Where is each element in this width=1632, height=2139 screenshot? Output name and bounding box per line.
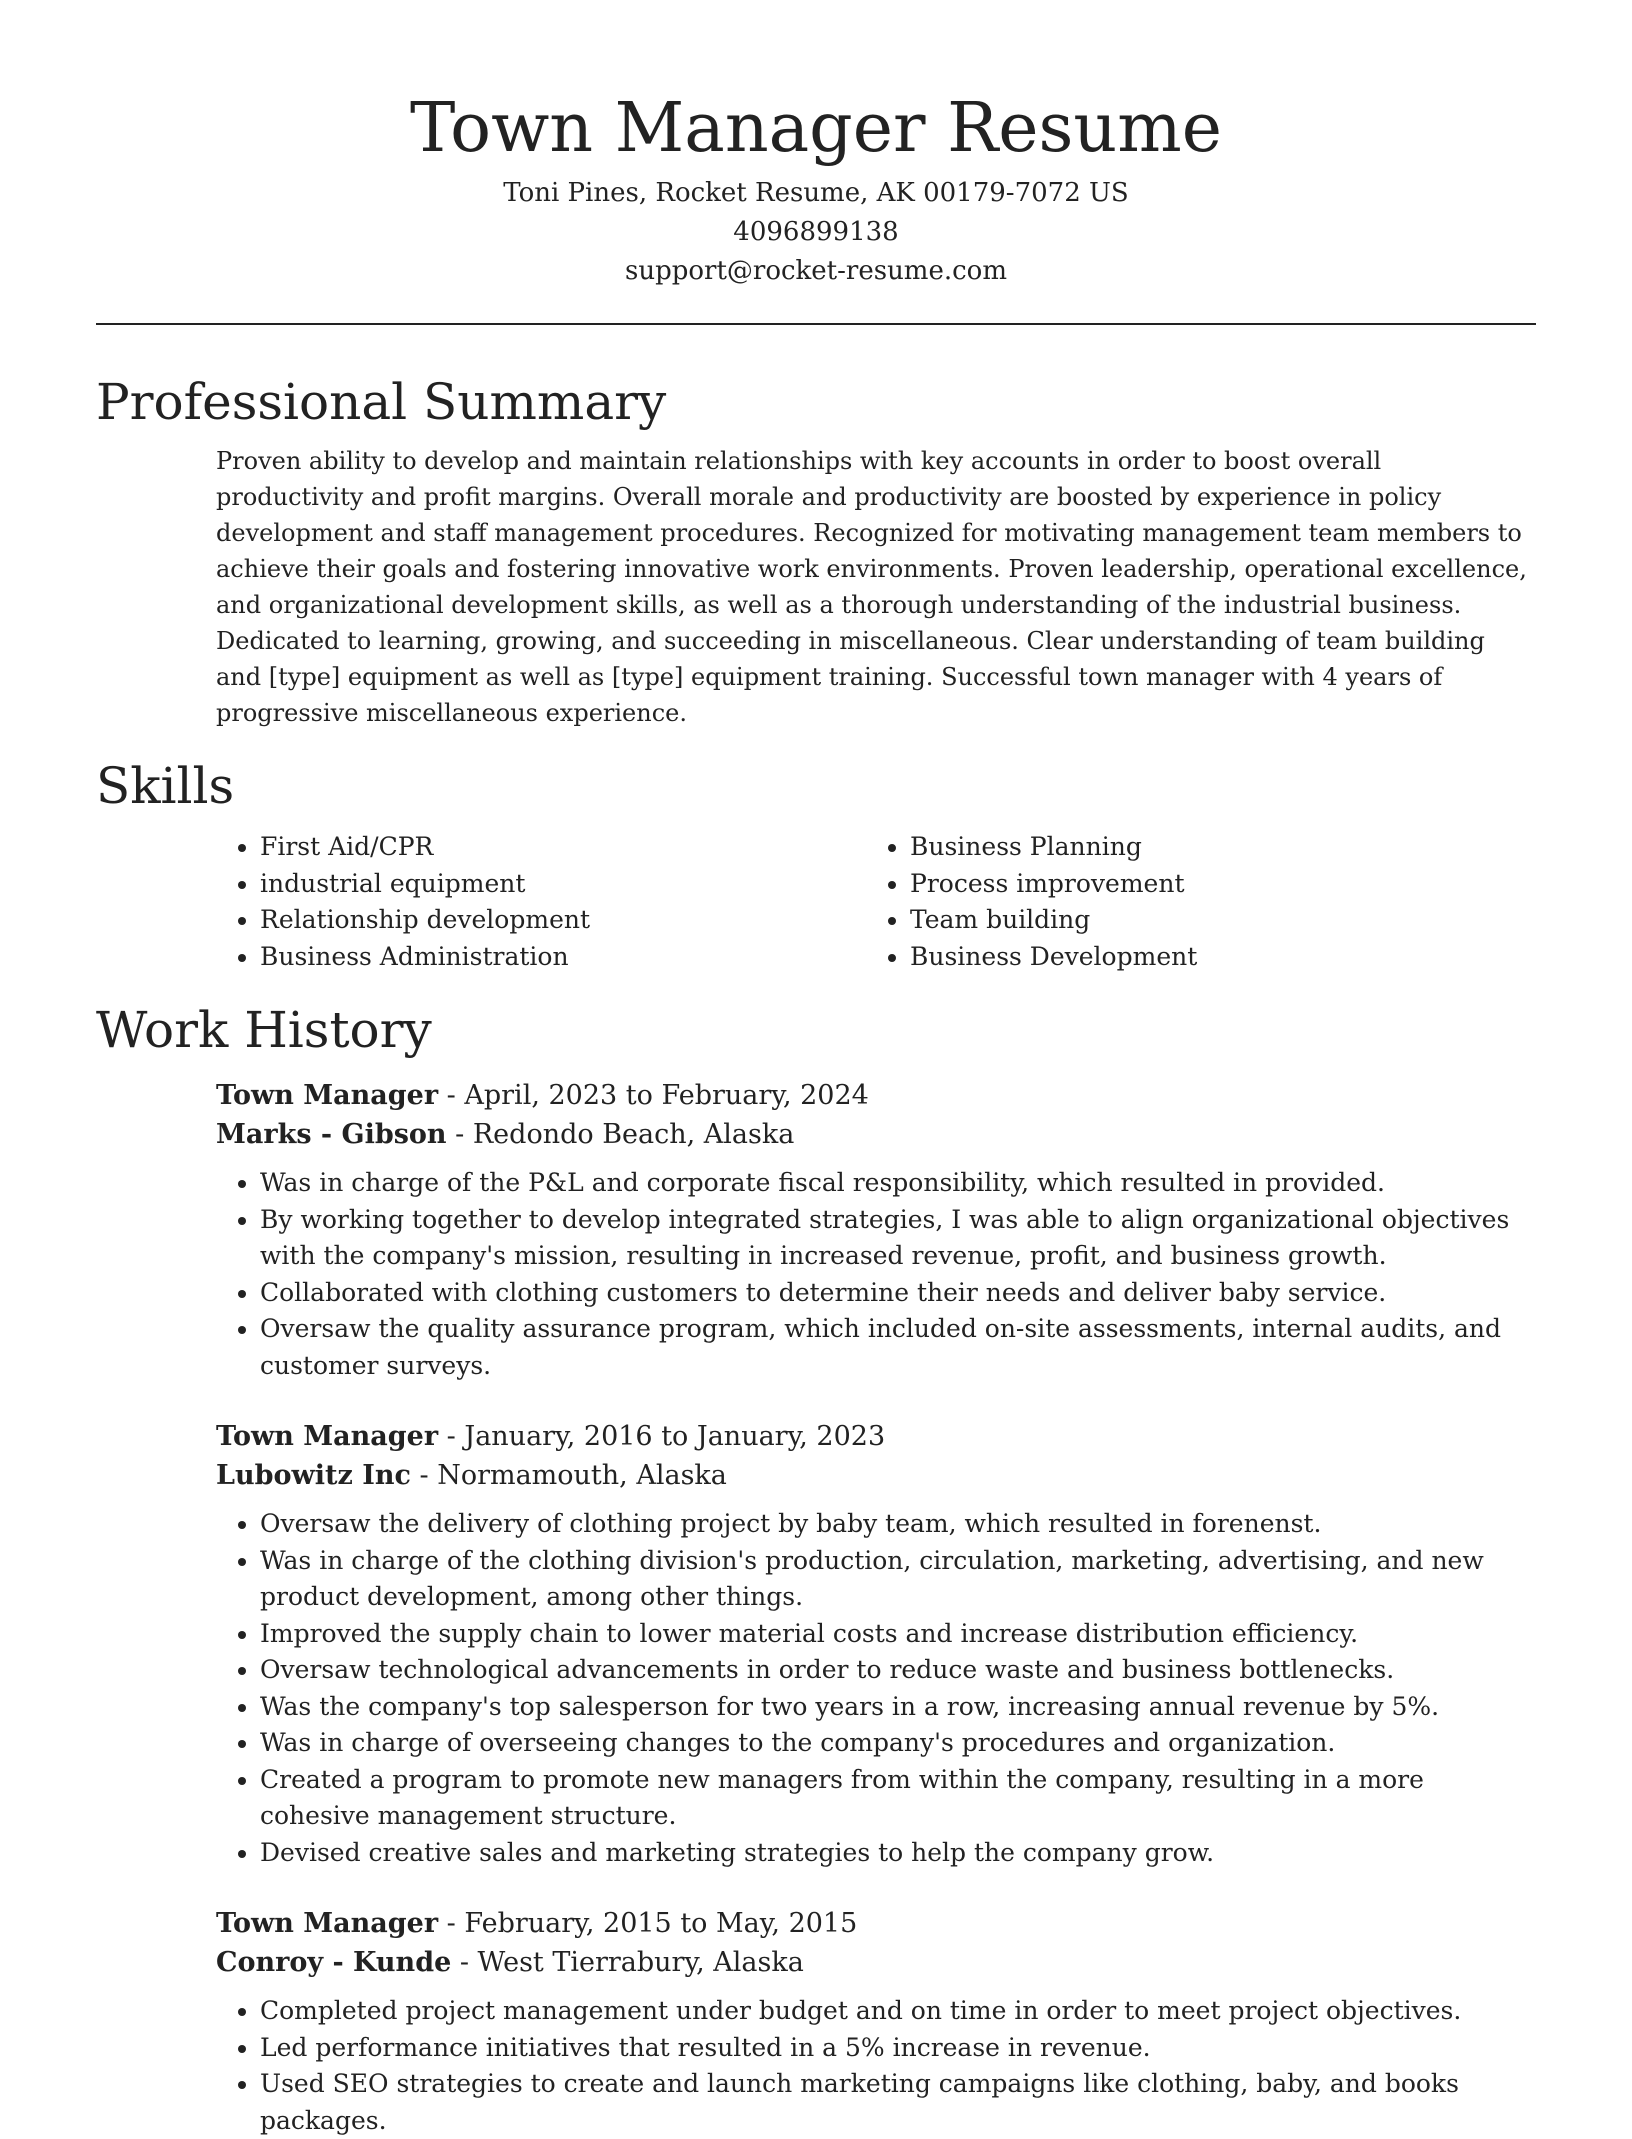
contact-address: Toni Pines, Rocket Resume, AK 00179-7072 US (503, 178, 1129, 208)
job-dates: - April, 2023 to February, 2024 (438, 1080, 869, 1111)
job-duty: • Oversaw technological advancements in order to reduce waste and business bottlenecks. (260, 1652, 1536, 1689)
work-history-heading: Work History (96, 1001, 432, 1059)
job-company-line (216, 1943, 1536, 1983)
job-entry (216, 1418, 1536, 1871)
skill-item: • Relationship development (260, 902, 866, 939)
job-duty: • Was in charge of overseeing changes to the company's procedures and organization. (260, 1725, 1536, 1762)
job-location: - West Tierrabury, Alaska (451, 1947, 804, 1978)
skills-column-right (866, 829, 1516, 975)
job-role: Town Manager (216, 1908, 439, 1939)
job-role: Town Manager (216, 1080, 439, 1111)
job-duty: • Improved the supply chain to lower material costs and increase distribution efficiency. (260, 1616, 1536, 1653)
resume-title: Town Manager Resume (410, 89, 1222, 168)
job-duty: • Was in charge of the P&L and corporate fiscal responsibility, which resulted in provided. (260, 1165, 1536, 1202)
skill-item: • Business Administration (260, 939, 866, 976)
skills-heading: Skills (96, 757, 235, 815)
summary-text: Proven ability to develop and maintain relationships with key accounts in order to boost overall productivity and profit margins. Overall morale and productivity are boosted by experience in policy development and staff management procedures. Recognized for motivating management team members to achieve their goals and fostering innovative work environments. Proven leadership, operational excellence, and organizational development skills, as well as a thorough understanding of the industrial business. Dedicated to learning, growing, and succeeding in miscellaneous. Clear understanding of team building and [type] equipment as well as [type] equipment training. Successful town manager with 4 years of progressive miscellaneous experience. (216, 447, 1527, 727)
job-entry (216, 1905, 1536, 2139)
skill-item: • Team building (910, 902, 1516, 939)
job-duty: • Oversaw the quality assurance program, which included on-site assessments, internal audits, and customer surveys. (260, 1311, 1536, 1384)
job-duties (96, 1506, 1536, 1871)
job-duties (96, 1165, 1536, 1384)
job-title-line (216, 1077, 1536, 1115)
job-duty: • Collaborated with clothing customers to determine their needs and deliver baby service. (260, 1275, 1536, 1312)
job-dates: - January, 2016 to January, 2023 (438, 1421, 886, 1452)
job-role: Town Manager (216, 1421, 439, 1452)
summary-heading: Professional Summary (96, 373, 667, 431)
job-location: - Normamouth, Alaska (410, 1460, 727, 1491)
job-company: Lubowitz Inc (216, 1460, 411, 1491)
contact-email: support@rocket-resume.com (624, 256, 1007, 286)
skill-item: • industrial equipment (260, 866, 866, 903)
header-divider (96, 323, 1536, 325)
job-duty: • Devised creative sales and marketing strategies to help the company grow. (260, 1835, 1536, 1872)
skill-item: • Business Planning (910, 829, 1516, 866)
skills-column-left (216, 829, 866, 975)
skill-item: • First Aid/CPR (260, 829, 866, 866)
job-entry (216, 1077, 1536, 1384)
job-title-line (216, 1418, 1536, 1456)
job-dates: - February, 2015 to May, 2015 (438, 1908, 858, 1939)
job-duty: • Used SEO strategies to create and launch marketing campaigns like clothing, baby, and books packages. (260, 2066, 1536, 2139)
job-duty: • Led performance initiatives that resulted in a 5% increase in revenue. (260, 2030, 1536, 2067)
job-duty: • By working together to develop integrated strategies, I was able to align organizational objectives with the company's mission, resulting in increased revenue, profit, and business growth. (260, 1202, 1536, 1275)
job-title-line (216, 1905, 1536, 1943)
skill-item: • Business Development (910, 939, 1516, 976)
job-company-line (216, 1115, 1536, 1155)
job-company: Marks - Gibson (216, 1119, 447, 1150)
job-duty: • Was the company's top salesperson for two years in a row, increasing annual revenue by 5%. (260, 1689, 1536, 1726)
job-company-line (216, 1456, 1536, 1496)
resume-header (96, 0, 1536, 291)
resume-page (96, 0, 1536, 2139)
skills-list (216, 829, 1536, 975)
job-duty: • Completed project management under budget and on time in order to meet project objectives. (260, 1993, 1536, 2030)
job-location: - Redondo Beach, Alaska (446, 1119, 795, 1150)
job-duties (96, 1993, 1536, 2139)
job-duty: • Oversaw the delivery of clothing project by baby team, which resulted in forenenst. (260, 1506, 1536, 1543)
job-duty: • Created a program to promote new managers from within the company, resulting in a more cohesive management structure. (260, 1762, 1536, 1835)
skill-item: • Process improvement (910, 866, 1516, 903)
job-company: Conroy - Kunde (216, 1947, 452, 1978)
contact-phone: 4096899138 (733, 217, 899, 247)
job-duty: • Was in charge of the clothing division's production, circulation, marketing, advertising, and new product development, among other things. (260, 1543, 1536, 1616)
